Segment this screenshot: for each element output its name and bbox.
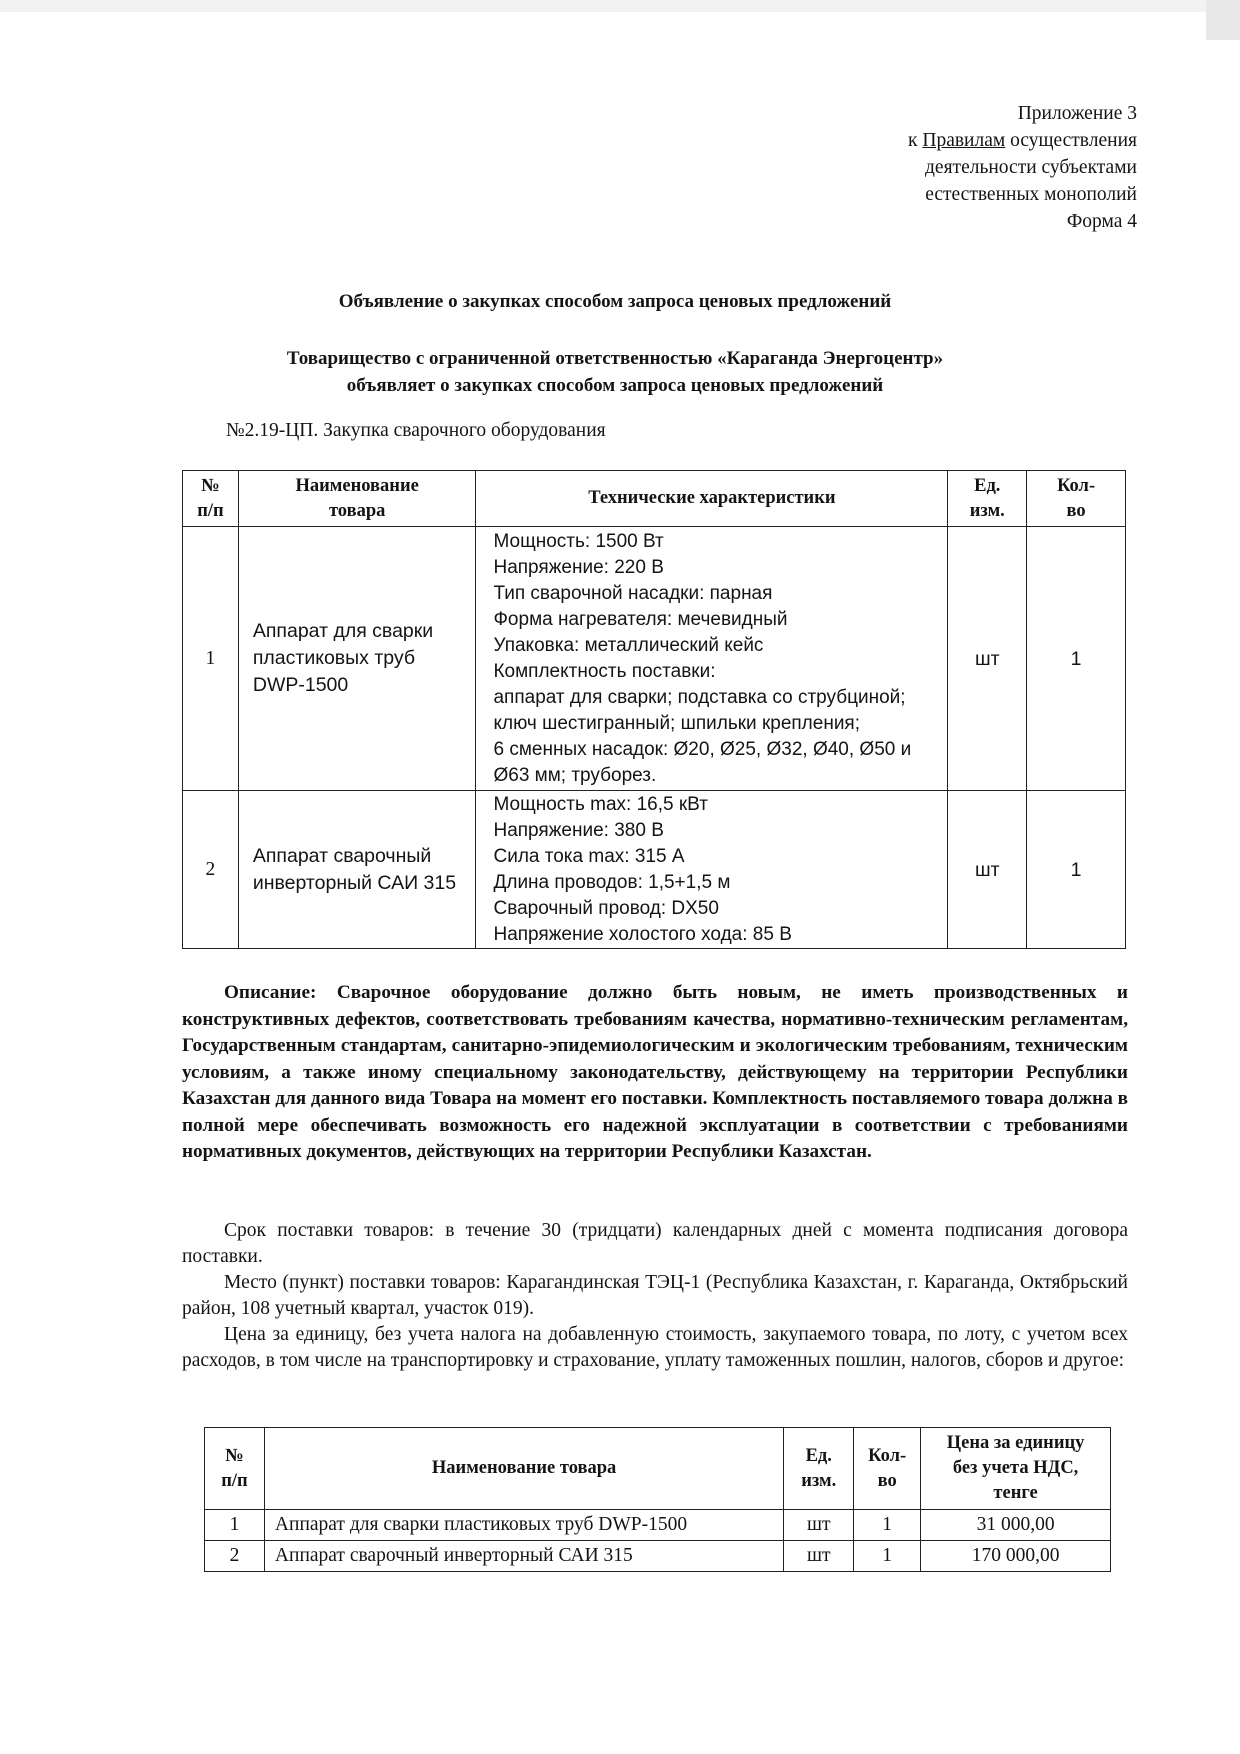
scan-corner-mark (1206, 0, 1240, 40)
row-unit: шт (948, 791, 1027, 949)
description-paragraph: Описание: Сварочное оборудование должно быть новым, не иметь производственных и конструктивных дефектов, соответствовать требованиям качества, нормативно-техническим регламентам, Государственным стандартам, санитарно-эпидемиологическим и экологическим требованиям, техническим условиям, а также иному специальному законодательству, действующему на территории Республики Казахстан для данного вида Товара на момент его поставки. Комплектность поставляемого товара должна в полной мере обеспечивать возможность его надежной эксплуатации в соответствии с требованиями нормативных документов, действующих на территории Республики Казахстан. (182, 982, 1128, 1162)
row-qty: 1 (1027, 527, 1126, 791)
row-qty: 1 (1027, 791, 1126, 949)
header-name: Наименование товара (238, 471, 476, 527)
row-name: Аппарат для сварки пластиковых труб DWP-1500 (264, 1510, 783, 1541)
delivery-place: Место (пункт) поставки товаров: Карагандинская ТЭЦ-1 (Республика Казахстан, г. Караганда, Октябрьский район, 108 учетный квартал, участок 019). (182, 1272, 1128, 1319)
row-num: 1 (205, 1510, 265, 1541)
spec-table-header (183, 471, 1126, 527)
header-num: № п/п (183, 471, 239, 527)
row-price: 170 000,00 (921, 1541, 1111, 1572)
announcement-title: Объявление о закупках способом запроса ценовых предложений (338, 291, 892, 312)
row-unit: шт (784, 1510, 854, 1541)
row-name: Аппарат для сварки пластиковых труб DWP-1500 (238, 527, 476, 791)
rules-link[interactable]: Правилам (922, 130, 1006, 151)
header-spec: Технические характеристики (476, 471, 948, 527)
row-unit: шт (948, 527, 1027, 791)
header-num: № п/п (205, 1428, 265, 1510)
row-num: 2 (183, 791, 239, 949)
row-spec: Мощность: 1500 Вт Напряжение: 220 В Тип сварочной насадки: парная Форма нагревателя: мечевидный Упаковка: металлический кейс Комплектность поставки: аппарат для сварки; подставка со струбциной; ключ шестигранный; шпильки крепления; 6 сменных насадок: Ø20, Ø25, Ø32, Ø40, Ø50 и Ø63 мм; труборез. (476, 527, 948, 791)
lot-number: №2.19-ЦП. Закупка сварочного оборудования (226, 420, 606, 441)
row-name: Аппарат сварочный инверторный САИ 315 (264, 1541, 783, 1572)
row-spec: Мощность max: 16,5 кВт Напряжение: 380 В Сила тока max: 315 А Длина проводов: 1,5+1,5 м Сварочный провод: DX50 Напряжение холостого хода: 85 В (476, 791, 948, 949)
scan-top-edge (0, 0, 1240, 12)
price-table (204, 1427, 1111, 1572)
row-qty: 1 (854, 1510, 921, 1541)
price-table-header (205, 1428, 1111, 1510)
company-title-line: Товарищество с ограниченной ответственностью «Караганда Энергоцентр» (286, 348, 944, 369)
row-name: Аппарат сварочный инверторный САИ 315 (238, 791, 476, 949)
table-row (183, 791, 1126, 949)
row-qty: 1 (854, 1541, 921, 1572)
appendix-line: Приложение 3 (1017, 103, 1137, 124)
table-row (183, 527, 1126, 791)
form-number: Форма 4 (1066, 211, 1137, 232)
appendix-line: к Правилам осуществления (908, 130, 1137, 151)
table-row (205, 1541, 1111, 1572)
header-unit: Ед. изм. (948, 471, 1027, 527)
company-title-line: объявляет о закупках способом запроса ценовых предложений (346, 375, 884, 396)
appendix-block (717, 100, 1137, 235)
company-title (180, 345, 1050, 399)
header-qty: Кол- во (854, 1428, 921, 1510)
header-unit: Ед. изм. (784, 1428, 854, 1510)
row-num: 1 (183, 527, 239, 791)
header-qty: Кол- во (1027, 471, 1126, 527)
spec-table (182, 470, 1126, 949)
row-num: 2 (205, 1541, 265, 1572)
header-price: Цена за единицу без учета НДС, тенге (921, 1428, 1111, 1510)
row-price: 31 000,00 (921, 1510, 1111, 1541)
header-name: Наименование товара (264, 1428, 783, 1510)
table-row (205, 1510, 1111, 1541)
price-note: Цена за единицу, без учета налога на добавленную стоимость, закупаемого товара, по лоту, с учетом всех расходов, в том числе на транспортировку и страхование, уплату таможенных пошлин, налогов, сборов и другое: (182, 1324, 1128, 1371)
appendix-line: естественных монополий (925, 184, 1137, 205)
delivery-term: Срок поставки товаров: в течение 30 (тридцати) календарных дней с момента подписания договора поставки. (182, 1220, 1128, 1267)
appendix-line: деятельности субъектами (925, 157, 1137, 178)
row-unit: шт (784, 1541, 854, 1572)
